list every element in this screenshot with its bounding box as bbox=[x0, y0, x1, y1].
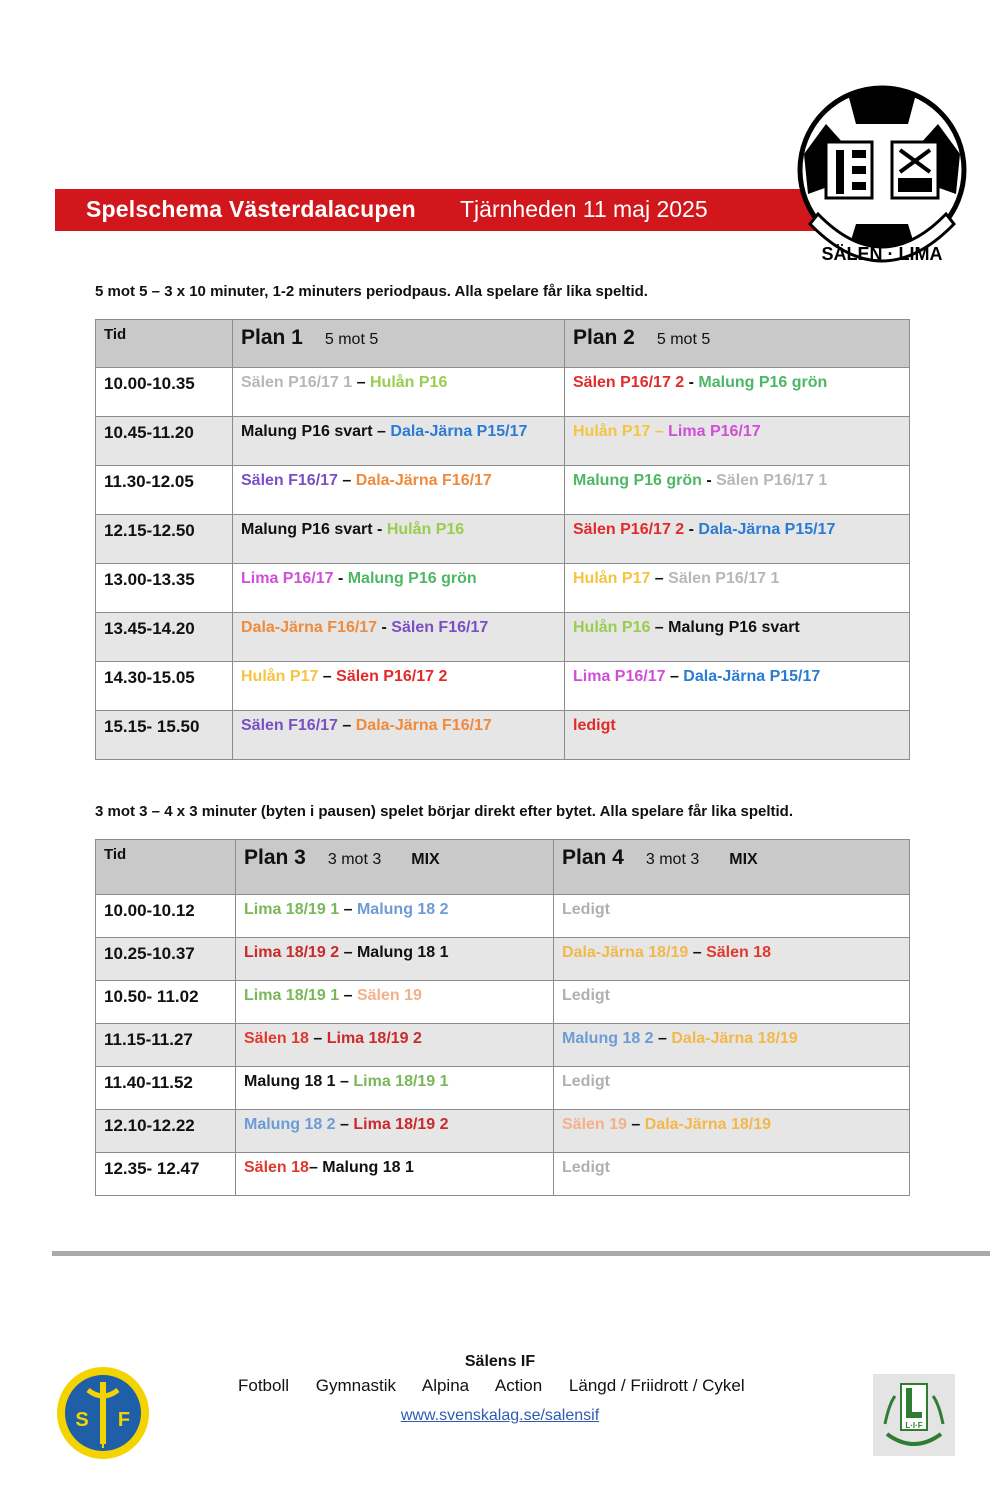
sport-item: Fotboll bbox=[238, 1376, 290, 1395]
time-cell: 10.00-10.12 bbox=[96, 895, 236, 938]
match-segment: – bbox=[626, 1116, 645, 1133]
match-cell-plan3 bbox=[236, 938, 554, 981]
time-cell: 10.25-10.37 bbox=[96, 938, 236, 981]
table-row bbox=[96, 515, 910, 564]
match-cell-plan2 bbox=[565, 613, 910, 662]
match-segment: Malung P16 grön bbox=[698, 374, 828, 391]
match-segment: – bbox=[339, 901, 357, 918]
time-cell: 15.15- 15.50 bbox=[96, 711, 233, 760]
table-row bbox=[96, 1110, 910, 1153]
match-segment: – bbox=[653, 1030, 672, 1047]
col-header-plan3: Plan 3 3 mot 3 MIX bbox=[236, 840, 554, 895]
match-segment: – bbox=[335, 1116, 354, 1133]
table1-rules: 5 mot 5 – 3 x 10 minuter, 1-2 minuters periodpaus. Alla spelare får lika speltid. bbox=[95, 283, 648, 300]
match-cell-plan2 bbox=[565, 466, 910, 515]
match-segment: Malung P16 grön bbox=[347, 570, 477, 587]
time-cell: 10.00-10.35 bbox=[96, 368, 233, 417]
match-segment: – bbox=[308, 1159, 323, 1176]
match-segment: Lima 18/19 1 bbox=[353, 1073, 449, 1090]
match-cell-plan3 bbox=[236, 895, 554, 938]
match-segment: Sälen P16/17 1 bbox=[241, 374, 353, 391]
sport-item: Längd / Friidrott / Cykel bbox=[568, 1376, 745, 1395]
table-row bbox=[96, 613, 910, 662]
match-cell-plan1 bbox=[233, 711, 565, 760]
match-segment: Lima 18/19 1 bbox=[244, 987, 340, 1004]
page-title: Spelschema Västerdalacupen bbox=[86, 196, 416, 222]
footer-divider bbox=[52, 1251, 990, 1256]
match-segment: Malung 18 2 bbox=[562, 1030, 654, 1047]
table-row bbox=[96, 466, 910, 515]
match-cell-plan2 bbox=[565, 368, 910, 417]
match-segment: - bbox=[333, 570, 348, 587]
sport-item: Alpina bbox=[421, 1376, 470, 1395]
match-segment: Sälen 19 bbox=[562, 1116, 627, 1133]
match-segment: Ledigt bbox=[562, 901, 610, 918]
match-segment: - bbox=[372, 521, 387, 538]
match-cell-plan1 bbox=[233, 417, 565, 466]
logo-text: SÄLEN · LIMA bbox=[821, 244, 943, 264]
match-segment: Ledigt bbox=[562, 1073, 610, 1090]
match-segment: Dala-Järna F16/17 bbox=[241, 619, 378, 636]
page-subtitle: Tjärnheden 11 maj 2025 bbox=[460, 196, 708, 222]
match-cell-plan3 bbox=[236, 1110, 554, 1153]
time-cell: 10.50- 11.02 bbox=[96, 981, 236, 1024]
match-cell-plan1 bbox=[233, 564, 565, 613]
table-row bbox=[96, 981, 910, 1024]
col-header-plan2: Plan 2 5 mot 5 bbox=[565, 320, 910, 368]
match-segment: Lima P16/17 bbox=[573, 668, 666, 685]
match-cell-plan1 bbox=[233, 368, 565, 417]
match-segment: – bbox=[318, 668, 337, 685]
footer-sports bbox=[238, 1376, 767, 1396]
match-cell-plan3 bbox=[236, 1024, 554, 1067]
match-segment: Dala-Järna P15/17 bbox=[683, 668, 821, 685]
match-segment: Sälen F16/17 bbox=[241, 717, 338, 734]
match-segment: ledigt bbox=[573, 717, 616, 734]
match-segment: Sälen 18 bbox=[244, 1030, 309, 1047]
match-segment: – bbox=[335, 1073, 354, 1090]
table2-rules: 3 mot 3 – 4 x 3 minuter (byten i pausen) spelet börjar direkt efter bytet. Alla spelare får lika speltid. bbox=[95, 803, 793, 820]
lif-logo-text: L·I·F bbox=[905, 1421, 923, 1430]
match-segment: Sälen P16/17 1 bbox=[716, 472, 828, 489]
match-segment: Malung P16 svart bbox=[241, 521, 373, 538]
match-cell-plan4 bbox=[554, 938, 910, 981]
match-segment: Lima 18/19 1 bbox=[244, 901, 340, 918]
time-cell: 14.30-15.05 bbox=[96, 662, 233, 711]
time-cell: 12.10-12.22 bbox=[96, 1110, 236, 1153]
lif-logo bbox=[873, 1374, 955, 1456]
match-segment: – bbox=[650, 570, 669, 587]
match-cell-plan2 bbox=[565, 711, 910, 760]
schedule-table-3mot3 bbox=[95, 839, 910, 1196]
time-cell: 12.35- 12.47 bbox=[96, 1153, 236, 1196]
sport-item: Action bbox=[494, 1376, 543, 1395]
table-row bbox=[96, 1153, 910, 1196]
match-segment: – bbox=[339, 987, 357, 1004]
sif-letter-f: F bbox=[117, 1409, 131, 1431]
time-cell: 13.00-13.35 bbox=[96, 564, 233, 613]
salen-lima-logo bbox=[796, 84, 968, 284]
time-cell: 11.30-12.05 bbox=[96, 466, 233, 515]
col-header-plan1: Plan 1 5 mot 5 bbox=[233, 320, 565, 368]
match-cell-plan1 bbox=[233, 662, 565, 711]
match-segment: Sälen 18 bbox=[244, 1159, 309, 1176]
match-segment: Sälen P16/17 1 bbox=[668, 570, 780, 587]
match-segment: Lima 18/19 2 bbox=[326, 1030, 422, 1047]
match-segment: Lima P16/17 bbox=[668, 423, 761, 440]
match-cell-plan2 bbox=[565, 662, 910, 711]
match-segment: Sälen 18 bbox=[706, 944, 772, 961]
time-cell: 10.45-11.20 bbox=[96, 417, 233, 466]
match-cell-plan4 bbox=[554, 1024, 910, 1067]
match-cell-plan2 bbox=[565, 515, 910, 564]
match-segment: Lima 18/19 2 bbox=[244, 944, 340, 961]
match-segment: – bbox=[688, 944, 707, 961]
match-cell-plan2 bbox=[565, 417, 910, 466]
match-segment: Sälen F16/17 bbox=[241, 472, 338, 489]
sport-item: Gymnastik bbox=[315, 1376, 397, 1395]
match-segment: Malung P16 svart bbox=[668, 619, 800, 636]
match-cell-plan2 bbox=[565, 564, 910, 613]
match-segment: - bbox=[701, 472, 717, 489]
match-segment: Hulån P16 bbox=[386, 521, 465, 538]
sif-letter-s: S bbox=[75, 1409, 89, 1431]
match-cell-plan3 bbox=[236, 1153, 554, 1196]
match-cell-plan4 bbox=[554, 1153, 910, 1196]
col-header-tid: Tid bbox=[96, 840, 236, 895]
match-segment: – bbox=[665, 668, 684, 685]
match-segment: Hulån P17 bbox=[573, 570, 651, 587]
match-segment: Sälen P16/17 2 bbox=[336, 668, 448, 685]
match-cell-plan4 bbox=[554, 1067, 910, 1110]
match-segment: – bbox=[337, 472, 356, 489]
match-segment: Hulån P16 bbox=[369, 374, 448, 391]
match-segment: Dala-Järna 18/19 bbox=[671, 1030, 798, 1047]
table-row bbox=[96, 1067, 910, 1110]
match-segment: Sälen P16/17 2 bbox=[573, 521, 685, 538]
match-segment: Malung 18 1 bbox=[356, 944, 449, 961]
match-segment: – bbox=[650, 619, 669, 636]
footer-club-name: Sälens IF bbox=[464, 1353, 536, 1370]
match-segment: Ledigt bbox=[562, 987, 610, 1004]
match-segment: Lima P16/17 bbox=[241, 570, 334, 587]
match-segment: Sälen F16/17 bbox=[391, 619, 489, 636]
match-segment: Hulån P16 bbox=[573, 619, 651, 636]
match-segment: Dala-Järna 18/19 bbox=[562, 944, 689, 961]
match-segment: Malung P16 svart bbox=[241, 423, 373, 440]
match-segment: – bbox=[372, 423, 391, 440]
time-cell: 12.15-12.50 bbox=[96, 515, 233, 564]
match-segment: Hulån P17 bbox=[573, 423, 651, 440]
sif-letter-i: I bbox=[101, 1435, 105, 1451]
match-segment: Dala-Järna F16/17 bbox=[355, 717, 492, 734]
match-cell-plan1 bbox=[233, 613, 565, 662]
club-website-link[interactable]: www.svenskalag.se/salensif bbox=[400, 1407, 600, 1424]
match-segment: - bbox=[377, 619, 392, 636]
match-segment: – bbox=[337, 717, 356, 734]
match-segment: Sälen P16/17 2 bbox=[573, 374, 685, 391]
match-segment: Dala-Järna 18/19 bbox=[644, 1116, 772, 1133]
match-segment: Lima 18/19 2 bbox=[353, 1116, 449, 1133]
table-row bbox=[96, 564, 910, 613]
match-segment: Malung P16 grön bbox=[573, 472, 702, 489]
match-segment: Sälen 19 bbox=[356, 987, 422, 1004]
match-segment: – bbox=[308, 1030, 327, 1047]
match-cell-plan4 bbox=[554, 1110, 910, 1153]
match-cell-plan3 bbox=[236, 981, 554, 1024]
match-segment: – bbox=[339, 944, 357, 961]
col-header-plan4: Plan 4 3 mot 3 MIX bbox=[554, 840, 910, 895]
table-row bbox=[96, 368, 910, 417]
match-cell-plan1 bbox=[233, 466, 565, 515]
time-cell: 11.15-11.27 bbox=[96, 1024, 236, 1067]
match-segment: Malung 18 2 bbox=[244, 1116, 336, 1133]
match-segment: – bbox=[650, 423, 669, 440]
match-segment: Malung 18 1 bbox=[244, 1073, 336, 1090]
table-row bbox=[96, 417, 910, 466]
table-row bbox=[96, 938, 910, 981]
time-cell: 13.45-14.20 bbox=[96, 613, 233, 662]
match-segment: Malung 18 2 bbox=[356, 901, 449, 918]
match-segment: - bbox=[684, 521, 699, 538]
table-row bbox=[96, 711, 910, 760]
match-segment: Malung 18 1 bbox=[322, 1159, 414, 1176]
col-header-tid: Tid bbox=[96, 320, 233, 368]
match-segment: Hulån P17 bbox=[241, 668, 319, 685]
table-row bbox=[96, 1024, 910, 1067]
match-segment: Dala-Järna P15/17 bbox=[698, 521, 836, 538]
match-cell-plan4 bbox=[554, 981, 910, 1024]
time-cell: 11.40-11.52 bbox=[96, 1067, 236, 1110]
match-segment: Dala-Järna P15/17 bbox=[390, 423, 528, 440]
match-cell-plan3 bbox=[236, 1067, 554, 1110]
table-row bbox=[96, 662, 910, 711]
table-row bbox=[96, 895, 910, 938]
match-cell-plan1 bbox=[233, 515, 565, 564]
match-segment: Ledigt bbox=[562, 1159, 610, 1176]
match-segment: – bbox=[352, 374, 370, 391]
schedule-table-5mot5 bbox=[95, 319, 910, 760]
match-cell-plan4 bbox=[554, 895, 910, 938]
match-segment: Dala-Järna F16/17 bbox=[355, 472, 492, 489]
match-segment: - bbox=[684, 374, 699, 391]
